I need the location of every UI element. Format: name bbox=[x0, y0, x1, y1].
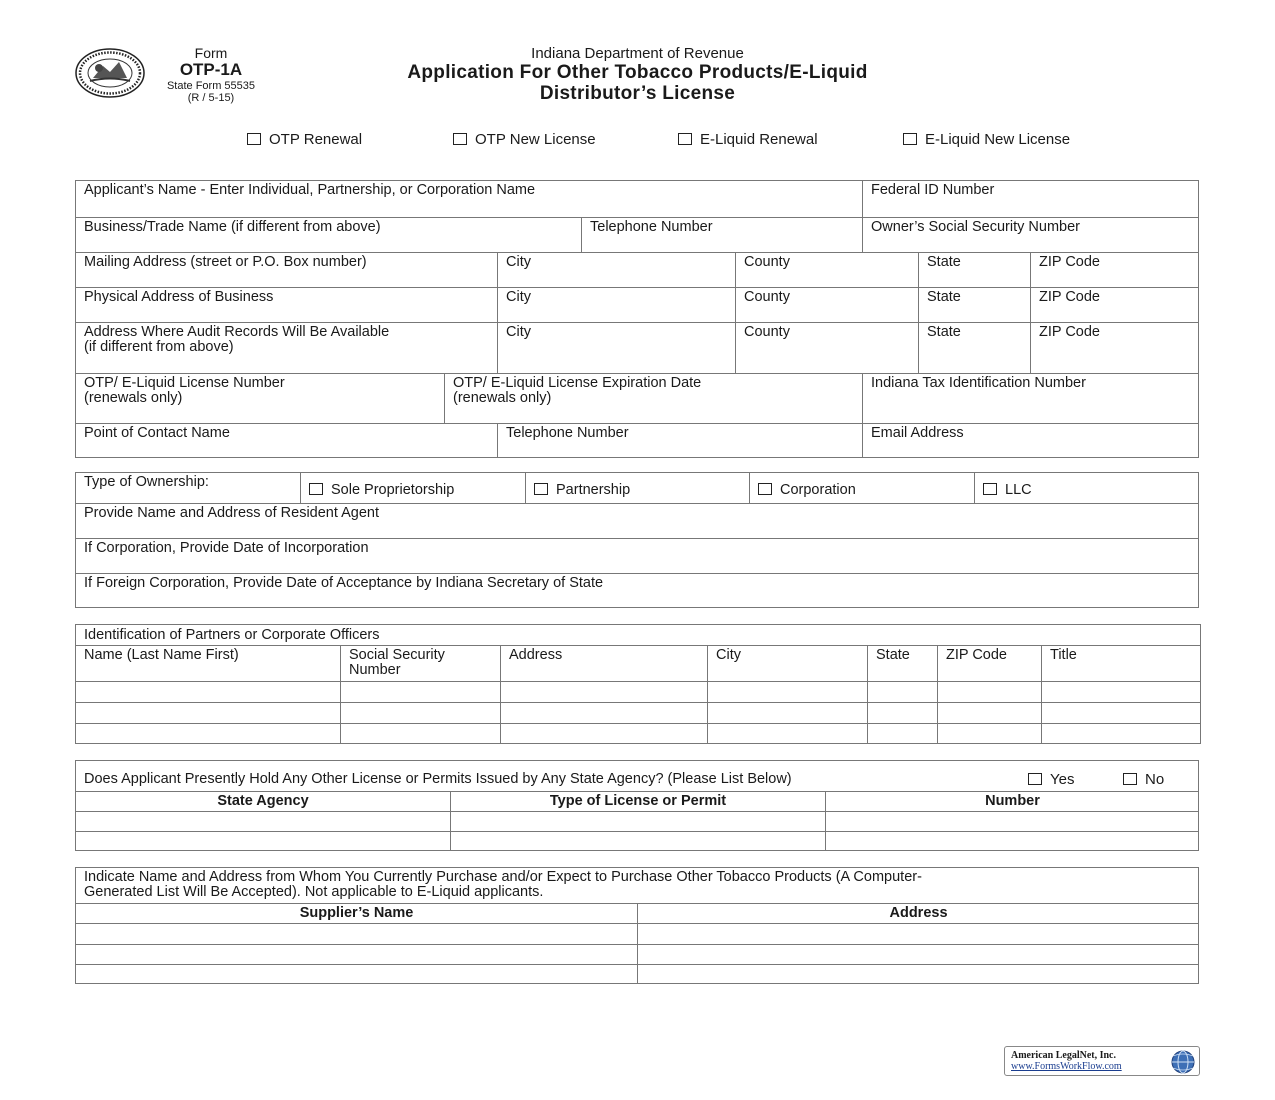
state-form-number: State Form 55535 bbox=[166, 80, 256, 93]
audit-zip-field[interactable]: ZIP Code bbox=[1030, 322, 1199, 373]
audit-address-field[interactable]: Address Where Audit Records Will Be Available (if different from above) bbox=[76, 322, 497, 373]
suppliers-section bbox=[75, 867, 1199, 984]
license-number-header: Number bbox=[825, 791, 1199, 811]
checkbox-icon[interactable] bbox=[678, 133, 692, 145]
officers-section bbox=[75, 624, 1201, 744]
mailing-address-field[interactable]: Mailing Address (street or P.O. Box number) bbox=[76, 252, 497, 287]
checkbox-icon[interactable] bbox=[758, 483, 772, 495]
form-title-line1: Application For Other Tobacco Products/E-Liquid bbox=[407, 62, 868, 83]
license-expiration-field[interactable]: OTP/ E-Liquid License Expiration Date (renewals only) bbox=[444, 373, 862, 423]
sole-proprietorship-option[interactable]: Sole Proprietorship bbox=[300, 473, 525, 503]
corporation-option[interactable]: Corporation bbox=[749, 473, 974, 503]
officers-title: Identification of Partners or Corporate Officers bbox=[84, 627, 380, 643]
resident-agent-field[interactable]: Provide Name and Address of Resident Agent bbox=[76, 503, 1199, 538]
form-label: Form bbox=[194, 45, 228, 61]
federal-id-field[interactable]: Federal ID Number bbox=[862, 181, 1199, 217]
otp-renewal-option[interactable]: OTP Renewal bbox=[247, 131, 362, 148]
mailing-city-field[interactable]: City bbox=[497, 252, 735, 287]
checkbox-icon[interactable] bbox=[983, 483, 997, 495]
officer-address-header: Address bbox=[500, 645, 707, 681]
mailing-zip-field[interactable]: ZIP Code bbox=[1030, 252, 1199, 287]
checkbox-icon[interactable] bbox=[1028, 773, 1042, 785]
checkbox-icon[interactable] bbox=[309, 483, 323, 495]
globe-icon bbox=[1170, 1049, 1196, 1075]
applicant-info-section bbox=[75, 180, 1199, 458]
other-licenses-section bbox=[75, 760, 1199, 851]
state-agency-header: State Agency bbox=[76, 791, 450, 811]
owner-ssn-field[interactable]: Owner’s Social Security Number bbox=[862, 217, 1199, 252]
mailing-county-field[interactable]: County bbox=[735, 252, 918, 287]
eliquid-renewal-option[interactable]: E-Liquid Renewal bbox=[678, 131, 818, 148]
contact-name-field[interactable]: Point of Contact Name bbox=[76, 423, 497, 457]
ownership-label: Type of Ownership: bbox=[84, 474, 209, 490]
indiana-tax-id-field[interactable]: Indiana Tax Identification Number bbox=[862, 373, 1199, 423]
license-type-header: Type of License or Permit bbox=[450, 791, 825, 811]
form-number: OTP-1A bbox=[179, 60, 243, 80]
form-title-line2: Distributor’s License bbox=[539, 83, 736, 104]
email-address-field[interactable]: Email Address bbox=[862, 423, 1199, 457]
physical-address-field[interactable]: Physical Address of Business bbox=[76, 287, 497, 322]
state-seal-icon bbox=[75, 48, 145, 98]
suppliers-instruction: Indicate Name and Address from Whom You Currently Purchase and/or Expect to Purchase Other Tobacco Products (A Computer- Generated List Will Be Accepted). Not applicable to E-Liquid applicants. bbox=[84, 869, 922, 900]
checkbox-icon[interactable] bbox=[534, 483, 548, 495]
otp-new-license-option[interactable]: OTP New License bbox=[453, 131, 596, 148]
form-revision: (R / 5-15) bbox=[187, 92, 235, 105]
officer-title-header: Title bbox=[1041, 645, 1201, 681]
supplier-name-header: Supplier’s Name bbox=[76, 903, 637, 923]
foreign-acceptance-date-field[interactable]: If Foreign Corporation, Provide Date of Acceptance by Indiana Secretary of State bbox=[76, 573, 1199, 607]
applicant-name-field[interactable]: Applicant’s Name - Enter Individual, Partnership, or Corporation Name bbox=[84, 182, 536, 198]
officer-zip-header: ZIP Code bbox=[937, 645, 1041, 681]
company-name: American LegalNet, Inc. bbox=[1011, 1050, 1116, 1061]
llc-option[interactable]: LLC bbox=[974, 473, 1199, 503]
license-number-field[interactable]: OTP/ E-Liquid License Number (renewals only) bbox=[76, 373, 444, 423]
checkbox-icon[interactable] bbox=[247, 133, 261, 145]
physical-state-field[interactable]: State bbox=[918, 287, 1030, 322]
officer-state-header: State bbox=[867, 645, 937, 681]
ownership-section bbox=[75, 472, 1199, 608]
officer-city-header: City bbox=[707, 645, 867, 681]
no-option[interactable]: No bbox=[1123, 771, 1164, 788]
audit-state-field[interactable]: State bbox=[918, 322, 1030, 373]
business-name-field[interactable]: Business/Trade Name (if different from above) bbox=[76, 217, 581, 252]
mailing-state-field[interactable]: State bbox=[918, 252, 1030, 287]
american-legalnet-logo[interactable] bbox=[1004, 1046, 1200, 1076]
physical-zip-field[interactable]: ZIP Code bbox=[1030, 287, 1199, 322]
physical-city-field[interactable]: City bbox=[497, 287, 735, 322]
officer-ssn-header: Social Security Number bbox=[340, 645, 500, 681]
checkbox-icon[interactable] bbox=[453, 133, 467, 145]
partnership-option[interactable]: Partnership bbox=[525, 473, 749, 503]
audit-city-field[interactable]: City bbox=[497, 322, 735, 373]
yes-option[interactable]: Yes bbox=[1028, 771, 1074, 788]
form-identifier bbox=[150, 46, 272, 104]
supplier-address-header: Address bbox=[637, 903, 1199, 923]
checkbox-icon[interactable] bbox=[1123, 773, 1137, 785]
business-telephone-field[interactable]: Telephone Number bbox=[581, 217, 862, 252]
incorporation-date-field[interactable]: If Corporation, Provide Date of Incorporation bbox=[76, 538, 1199, 573]
company-url-link[interactable]: www.FormsWorkFlow.com bbox=[1011, 1061, 1122, 1072]
form-title-block bbox=[330, 45, 945, 104]
contact-telephone-field[interactable]: Telephone Number bbox=[497, 423, 862, 457]
physical-county-field[interactable]: County bbox=[735, 287, 918, 322]
officer-name-header: Name (Last Name First) bbox=[76, 645, 340, 681]
audit-county-field[interactable]: County bbox=[735, 322, 918, 373]
department-name: Indiana Department of Revenue bbox=[531, 45, 744, 62]
checkbox-icon[interactable] bbox=[903, 133, 917, 145]
other-licenses-question: Does Applicant Presently Hold Any Other License or Permits Issued by Any State Agency? (Please List Below) bbox=[84, 771, 792, 787]
eliquid-new-license-option[interactable]: E-Liquid New License bbox=[903, 131, 1070, 148]
